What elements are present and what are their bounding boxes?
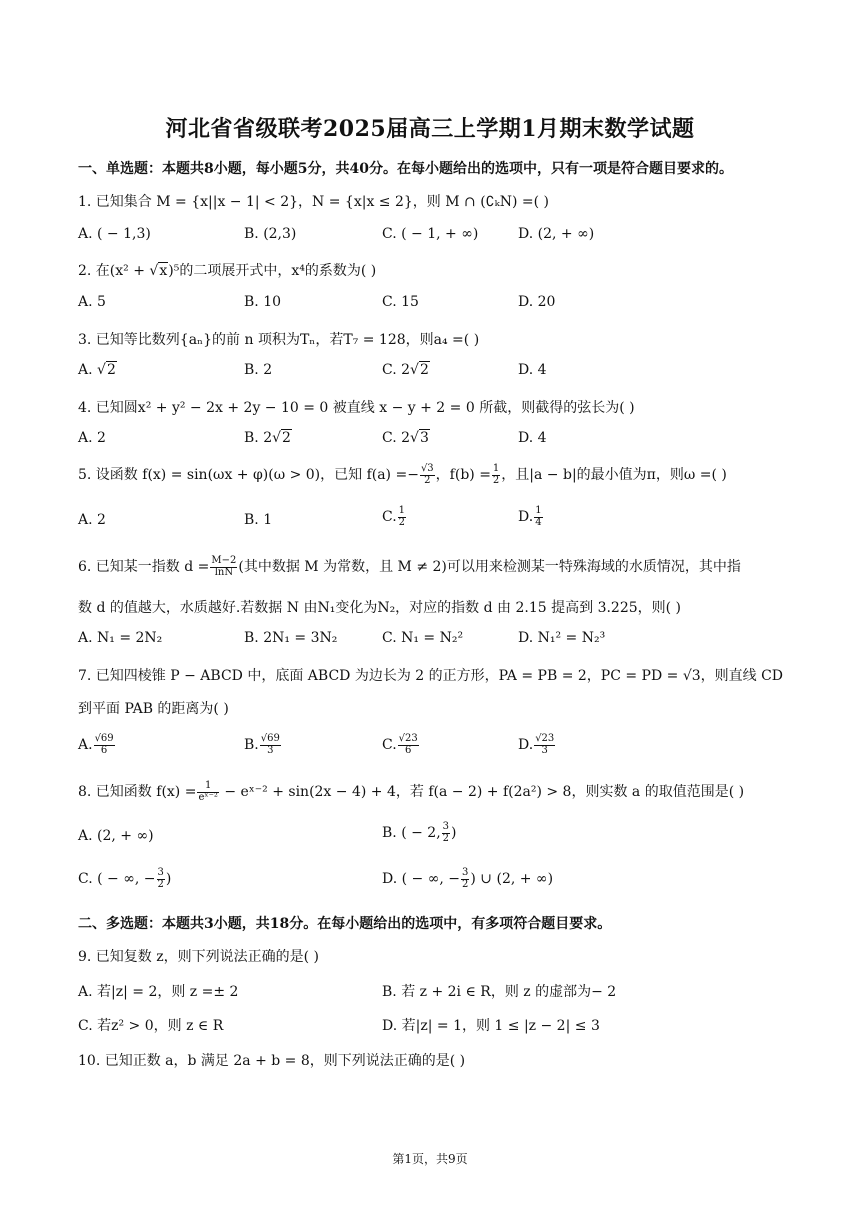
question-8-stem: 8. 已知函数 f(x) = $\frac{1}{\text{eˣ⁻²}}$ − eˣ⁻² + sin(2x − 4) + 4，若 f(a − 2) + f(2a²) > 8，则实数 a 的取值范围是( ) bbox=[78, 780, 745, 803]
question-3-stem: 3. 已知等比数列{aₙ}的前 n 项积为Tₙ，若T₇ = 128，则a₄ =( ) bbox=[78, 332, 480, 348]
q4-option-a: A. 2 bbox=[78, 430, 106, 446]
page-title: 河北省省级联考2025届高三上学期1月期末数学试题 bbox=[165, 116, 695, 142]
q9-option-c: C. 若z² > 0，则 z ∈ R bbox=[78, 1018, 224, 1034]
q8-option-d: D. ( − ∞, − $\frac{3}{2}$ ) ∪ (2, + ∞) bbox=[382, 867, 554, 890]
q1-option-c: C. ( − 1, + ∞) bbox=[382, 226, 479, 242]
q1-option-d: D. (2, + ∞) bbox=[518, 226, 595, 242]
q6-option-b: B. 2N₁ = 3N₂ bbox=[244, 630, 338, 646]
question-7-stem: 7. 已知四棱锥 P − ABCD 中，底面 ABCD 为边长为 2 的正方形，PA = PB = 2，PC = PD = √3，则直线 CD bbox=[78, 668, 784, 684]
q5-option-d: D. $\frac{1}{4}$ bbox=[518, 505, 542, 528]
question-7-stem-cont: 到平面 PAB 的距离为( ) bbox=[78, 701, 229, 717]
q4-option-d: D. 4 bbox=[518, 430, 547, 446]
page-footer: 第1页，共9页 bbox=[392, 1152, 468, 1166]
q4-option-c: C. 2√3 bbox=[382, 430, 429, 446]
q2-option-d: D. 20 bbox=[518, 294, 556, 310]
q5-option-a: A. 2 bbox=[78, 512, 106, 528]
question-6-stem: 6. 已知某一指数 d = $\frac{M-2}{\ln N}$ (其中数据 M 为常数，且 M ≠ 2)可以用来检测某一特殊海域的水质情况，其中指 bbox=[78, 555, 741, 578]
q2-option-a: A. 5 bbox=[78, 294, 106, 310]
question-6-stem-cont: 数 d 的值越大，水质越好.若数据 N 由N₁变化为N₂，对应的指数 d 由 2.15 提高到 3.225，则( ) bbox=[78, 600, 682, 616]
q2-option-c: C. 15 bbox=[382, 294, 419, 310]
question-1-stem: 1. 已知集合 M = {x||x − 1| < 2}，N = {x|x ≤ 2}，则 M ∩ (∁ₖN) =( ) bbox=[78, 194, 549, 210]
q8-option-b: B. ( − 2, $\frac{3}{2}$ ) bbox=[382, 821, 457, 844]
q7-option-c: C. $\frac{√23}{6}$ bbox=[382, 733, 418, 756]
question-2-stem: 2. 在(x² + √x)⁵的二项展开式中，x⁴的系数为( ) bbox=[78, 263, 377, 279]
q6-option-d: D. N₁² = N₂³ bbox=[518, 630, 606, 646]
q3-option-a: A. √2 bbox=[78, 362, 116, 378]
q5-option-c: C. $\frac{1}{2}$ bbox=[382, 505, 406, 528]
q6-option-a: A. N₁ = 2N₂ bbox=[78, 630, 163, 646]
q7-option-d: D. $\frac{√23}{3}$ bbox=[518, 733, 555, 756]
q8-option-a: A. (2, + ∞) bbox=[78, 828, 154, 844]
q9-option-b: B. 若 z + 2i ∈ R，则 z 的虚部为− 2 bbox=[382, 984, 617, 1000]
q7-option-a: A. $\frac{√69}{6}$ bbox=[78, 733, 114, 756]
q3-option-d: D. 4 bbox=[518, 362, 547, 378]
q3-option-c: C. 2√2 bbox=[382, 362, 429, 378]
q6-option-c: C. N₁ = N₂² bbox=[382, 630, 464, 646]
question-9-stem: 9. 已知复数 z，则下列说法正确的是( ) bbox=[78, 949, 320, 965]
q5-option-b: B. 1 bbox=[244, 512, 273, 528]
q2-option-b: B. 10 bbox=[244, 294, 282, 310]
question-4-stem: 4. 已知圆x² + y² − 2x + 2y − 10 = 0 被直线 x − y + 2 = 0 所截，则截得的弦长为( ) bbox=[78, 400, 635, 416]
q9-option-a: A. 若|z| = 2，则 z =± 2 bbox=[78, 984, 239, 1000]
q1-option-a: A. ( − 1,3) bbox=[78, 226, 151, 242]
q1-option-b: B. (2,3) bbox=[244, 226, 297, 242]
q7-option-b: B. $\frac{√69}{3}$ bbox=[244, 733, 280, 756]
q9-option-d: D. 若|z| = 1，则 1 ≤ |z − 2| ≤ 3 bbox=[382, 1018, 600, 1034]
question-5-stem: 5. 设函数 f(x) = sin(ωx + φ)(ω > 0)，已知 f(a) =− $\frac{√3}{2}$ ，f(b) = $\frac{1}{2}$ ，且|a − b|的最小值为π，则ω =( ) bbox=[78, 463, 727, 486]
section-heading-multiple-choice: 二、多选题：本题共3小题，共18分。在每小题给出的选项中，有多项符合题目要求。 bbox=[78, 916, 612, 932]
q4-option-b: B. 2√2 bbox=[244, 430, 291, 446]
section-heading-single-choice: 一、单选题：本题共8小题，每小题5分，共40分。在每小题给出的选项中，只有一项是符合题目要求的。 bbox=[78, 161, 733, 177]
q8-option-c: C. ( − ∞, − $\frac{3}{2}$ ) bbox=[78, 867, 172, 890]
q3-option-b: B. 2 bbox=[244, 362, 273, 378]
question-10-stem: 10. 已知正数 a，b 满足 2a + b = 8，则下列说法正确的是( ) bbox=[78, 1053, 466, 1069]
